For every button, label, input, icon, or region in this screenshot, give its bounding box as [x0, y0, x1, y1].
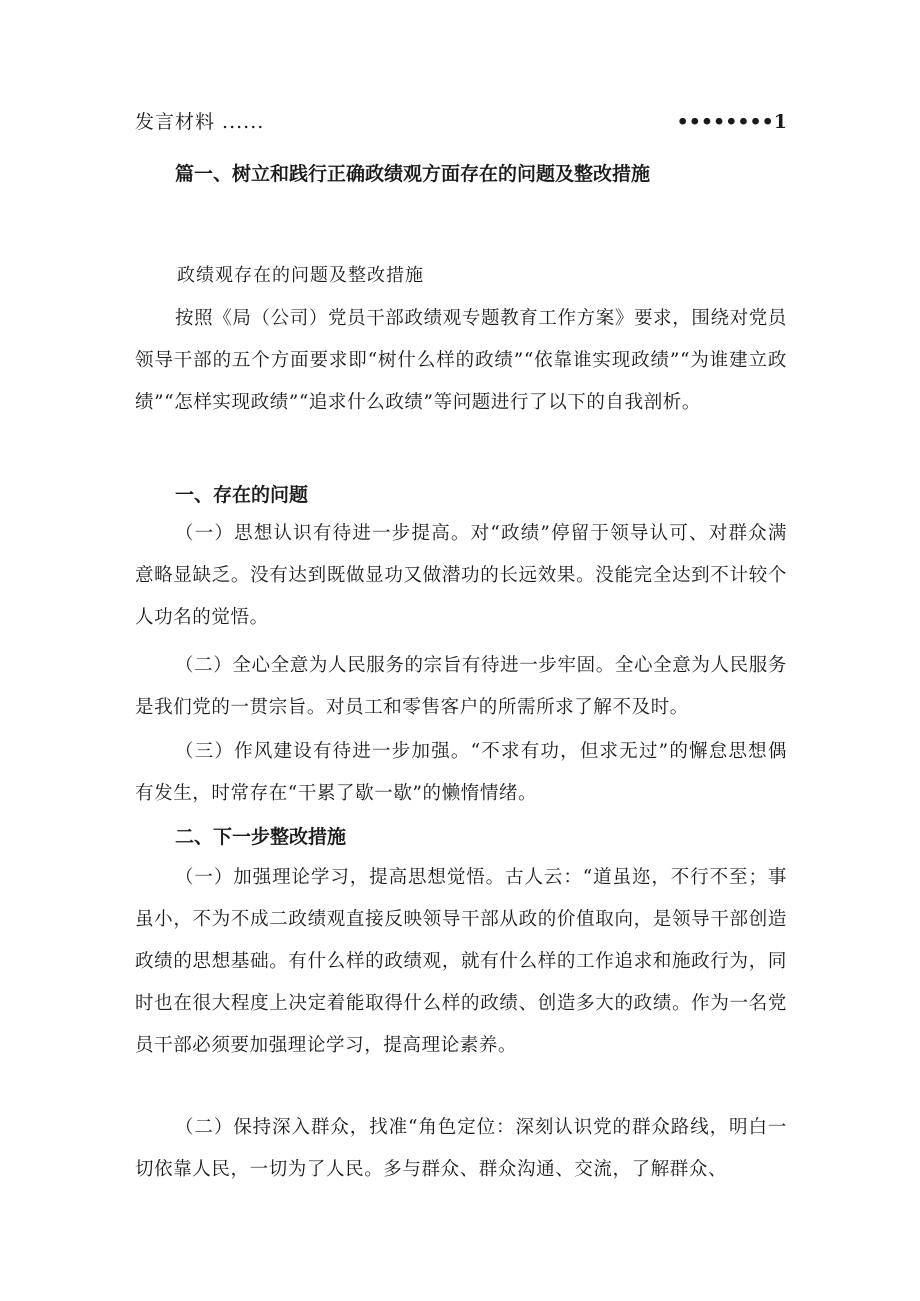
toc-entry-title: 发言材料 ......	[135, 111, 265, 133]
toc-entry[interactable]	[135, 108, 787, 136]
toc-entry-page-number: ••••••••1	[676, 111, 787, 133]
article-subtitle: 政绩观存在的问题及整改措施	[177, 265, 424, 286]
problem-paragraph-1: （一）思想认识有待进一步提高。对“政绩”停留于领导认可、对群众满意略显缺乏。没有达到既做显功又做潜功的长远效果。没能完全达到不计较个人功名的觉悟。	[135, 523, 787, 628]
problem-paragraph-3: （三）作风建设有待进一步加强。“不求有功，但求无过”的懈怠思想偶有发生，时常存在“干累了歇一歇”的懒惰情绪。	[135, 741, 787, 804]
problem-paragraph-2: （二）全心全意为人民服务的宗旨有待进一步牢固。全心全意为人民服务是我们党的一贯宗旨。对员工和零售客户的所需所求了解不及时。	[135, 655, 787, 718]
chapter-title: 篇一、树立和践行正确政绩观方面存在的问题及整改措施	[175, 163, 651, 185]
measure-paragraph-1: （一）加强理论学习，提高思想觉悟。古人云：“道虽迩，不行不至；事虽小，不为不成二政绩观直接反映领导干部从政的价值取向，是领导干部创造政绩的思想基础。有什么样的政绩观，就有什么样的工作追求和施政行为，同时也在很大程度上决定着能取得什么样的政绩、创造多大的政绩。作为一名党员干部必须要加强理论学习，提高理论素养。	[135, 867, 787, 1056]
section-heading-problems: 一、存在的问题	[175, 484, 309, 506]
measure-paragraph-2: （二）保持深入群众，找准“角色定位：深刻认识党的群众路线，明白一切依靠人民，一切为了人民。多与群众、群众沟通、交流，了解群众、	[135, 1117, 787, 1180]
section-heading-measures: 二、下一步整改措施	[175, 826, 347, 848]
intro-paragraph: 按照《局（公司）党员干部政绩观专题教育工作方案》要求，围绕对党员领导干部的五个方面要求即“树什么样的政绩”“依靠谁实现政绩”“为谁建立政绩”“怎样实现政绩”“追求什么政绩”等问题进行了以下的自我剖析。	[135, 308, 787, 413]
